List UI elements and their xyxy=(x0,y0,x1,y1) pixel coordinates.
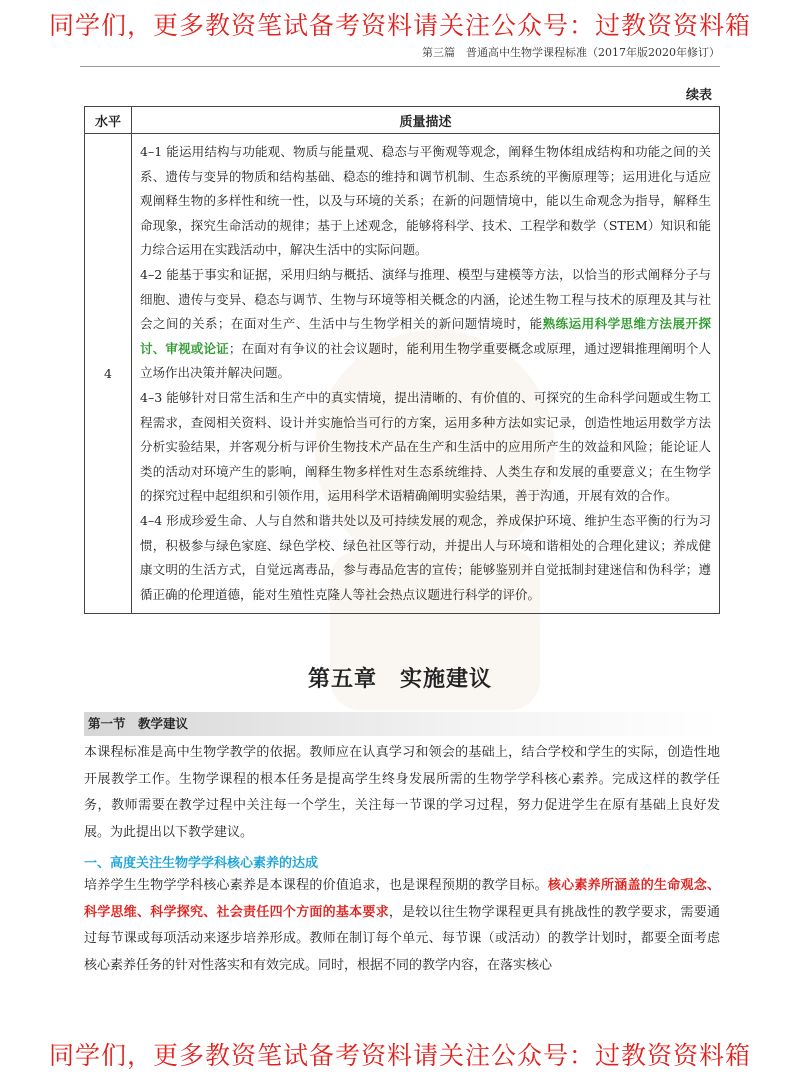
column-header-description: 质量描述 xyxy=(132,107,720,134)
running-header: 第三篇 普通高中生物学课程标准（2017年版2020年修订） xyxy=(422,46,720,59)
table-row xyxy=(85,134,720,614)
section-heading: 第一节 教学建议 xyxy=(84,712,720,736)
continued-label: 续表 xyxy=(685,88,712,103)
promo-banner-bottom: 同学们，更多教资笔试备考资料请关注公众号：过教资资料箱 xyxy=(48,1041,751,1070)
description-cell xyxy=(132,134,720,614)
quality-standard-table xyxy=(84,106,720,614)
body-paragraph-2 xyxy=(84,873,720,979)
paragraph-text: 培养学生生物学学科核心素养是本课程的价值追求，也是课程预期的教学目标。 xyxy=(84,878,548,893)
column-header-level: 水平 xyxy=(85,107,132,134)
table-header-row xyxy=(85,107,720,134)
paragraph-text: ，是较以往生物学课程更具有挑战性的教学要求，需要通过每节课或每项活动来逐步培养形成。教师在制订每个单元、每节课（或活动）的教学计划时，都要全面考虑核心素养任务的针对性落实和有效完成。同时，根据不同的教学内容，在落实核心 xyxy=(84,904,720,973)
chapter-title: 第五章 实施建议 xyxy=(307,666,492,692)
body-paragraph-1: 本课程标准是高中生物学教学的依据。教师应在认真学习和领会的基础上，结合学校和学生的实际，创造性地开展教学工作。生物学课程的根本任务是提高学生终身发展所需的生物学学科核心素养。完成这样的教学任务，教师需要在教学过程中关注每一个学生，关注每一节课的学习过程，努力促进学生在原有基础上良好发展。为此提出以下教学建议。 xyxy=(84,745,720,840)
quality-item-4-4: 4–4 形成珍爱生命、人与自然和谐共处以及可持续发展的观念，养成保护环境、维护生态平衡的行为习惯，积极参与绿色家庭、绿色学校、绿色社区等行动，并提出人与环境和谐相处的合理化建议；养成健康文明的生活方式，自觉远离毒品，参与毒品危害的宣传；能够鉴别并自觉抵制封建迷信和伪科学；遵循正确的伦理道德，能对生殖性克隆人等社会热点议题进行科学的评价。 xyxy=(140,512,711,602)
quality-item-4-1: 4–1 能运用结构与功能观、物质与能量观、稳态与平衡观等观念，阐释生物体组成结构和功能之间的关系、遗传与变异的物质和结构基础、稳态的维持和调节机制、生态系统的平衡原理等；运用进化与适应观阐释生物的多样性和统一性，以及与环境的关系；在新的问题情境中，能以生命观念为指导，解释生命现象，探究生命活动的规律；基于上述观念，能够将科学、技术、工程学和数学（STEM）知识和能力综合运用在实践活动中，解决生活中的实际问题。 xyxy=(140,144,711,258)
green-highlight: 熟练运用科学思维方法展开探讨、审视或论证 xyxy=(140,316,711,356)
level-cell: 4 xyxy=(85,134,132,614)
item-text: 4–2 能基于事实和证据，采用归纳与概括、演绎与推理、模型与建模等方法，以恰当的形式阐释分子与细胞、遗传与变异、稳态与调节、生物与环境等相关概念的内涵，论述生物工程与技术的原理及其与社会之间的关系；在面对生产、生活中与生物学相关的新问题情境时，能 xyxy=(140,266,711,332)
quality-item-4-2 xyxy=(140,263,711,386)
quality-item-4-3: 4–3 能够针对日常生活和生产中的真实情境，提出清晰的、有价值的、可探究的生命科学问题或生物工程需求，查阅相关资料、设计并实施恰当可行的方案，运用多种方法如实记录，创造性地运用数学方法分析实验结果，并客观分析与评价生物技术产品在生产和生活中的应用所产生的效益和风险；能论证人类的活动对环境产生的影响，阐释生物多样性对生态系统维持、人类生存和发展的重要意义；在生物学的探究过程中起组织和引领作用，运用科学术语精确阐明实验结果，善于沟通，开展有效的合作。 xyxy=(140,389,711,504)
header-divider xyxy=(80,66,720,67)
promo-banner-top: 同学们，更多教资笔试备考资料请关注公众号：过教资资料箱 xyxy=(48,11,751,40)
subsection-heading: 一、高度关注生物学学科核心素养的达成 xyxy=(84,856,319,871)
red-highlight: 核心素养所涵盖的生命观念、科学思维、科学探究、社会责任四个方面的基本要求 xyxy=(84,878,720,920)
item-text: ；在面对有争议的社会议题时，能利用生物学重要概念或原理，通过逻辑推理阐明个人立场作出决策并解决问题。 xyxy=(140,340,711,381)
